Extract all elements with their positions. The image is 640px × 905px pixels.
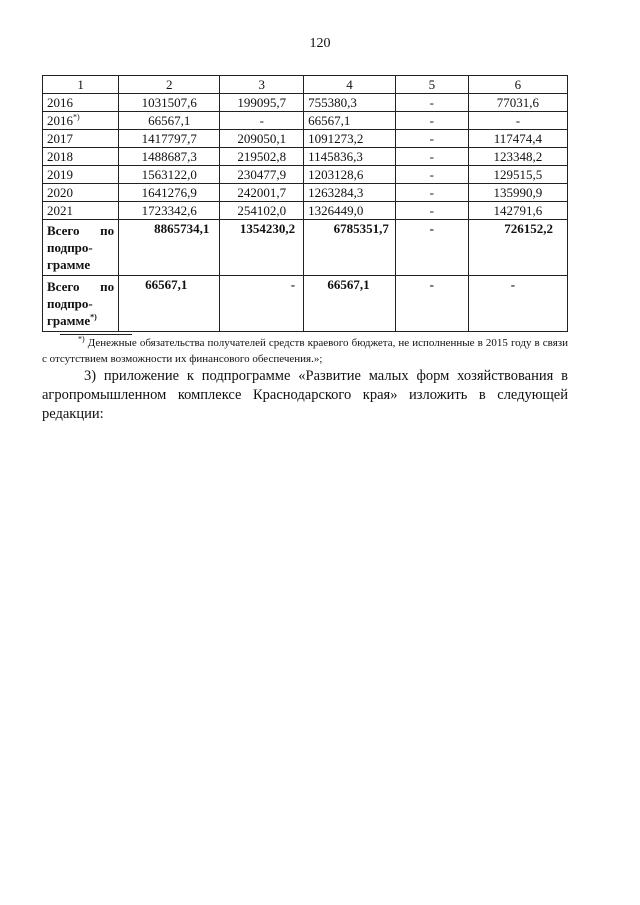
value-cell: 254102,0 — [220, 202, 304, 220]
value-cell: - — [468, 112, 567, 130]
value-cell: - — [395, 130, 468, 148]
page-number: 120 — [309, 36, 331, 51]
total-label: Всего по подпро- грамме — [43, 220, 119, 276]
value-cell: 209050,1 — [220, 130, 304, 148]
header-cell: 5 — [395, 76, 468, 94]
value-cell: - — [395, 166, 468, 184]
value-cell: 129515,5 — [468, 166, 567, 184]
body-paragraph — [42, 367, 568, 424]
year-cell: 2016*) — [43, 112, 119, 130]
header-cell: 1 — [43, 76, 119, 94]
table-row — [43, 166, 568, 184]
value-cell: 1326449,0 — [304, 202, 396, 220]
value-cell: 1723342,6 — [119, 202, 220, 220]
table-row — [43, 130, 568, 148]
value-cell: - — [220, 112, 304, 130]
value-cell: 1263284,3 — [304, 184, 396, 202]
value-cell: 142791,6 — [468, 202, 567, 220]
table-row — [43, 184, 568, 202]
value-cell: 242001,7 — [220, 184, 304, 202]
total-cell: - — [395, 220, 468, 276]
total-cell: 726152,2 — [468, 220, 567, 276]
value-cell: 1417797,7 — [119, 130, 220, 148]
footnote-text: Денежные обязательства получателей средств краевого бюджета, не исполненные в 2015 году в связи с отсутствием возможности их финансового обеспечения.»; — [42, 337, 568, 365]
year-cell: 2017 — [43, 130, 119, 148]
value-cell: 66567,1 — [119, 112, 220, 130]
table-row — [43, 94, 568, 112]
table-row — [43, 148, 568, 166]
total-row-footnoted — [43, 276, 568, 332]
total-cell: 6785351,7 — [304, 220, 396, 276]
year-cell: 2019 — [43, 166, 119, 184]
value-cell: 77031,6 — [468, 94, 567, 112]
value-cell: - — [395, 148, 468, 166]
value-cell: 1563122,0 — [119, 166, 220, 184]
total-cell: - — [395, 276, 468, 332]
value-cell: 117474,4 — [468, 130, 567, 148]
year-cell: 2020 — [43, 184, 119, 202]
value-cell: - — [395, 184, 468, 202]
value-cell: 66567,1 — [304, 112, 396, 130]
value-cell: - — [395, 202, 468, 220]
footnote-marker: *) — [78, 334, 85, 344]
total-label: Всего по подпро- грамме*) — [43, 276, 119, 332]
funding-table — [42, 75, 568, 332]
value-cell: 123348,2 — [468, 148, 567, 166]
value-cell: 1641276,9 — [119, 184, 220, 202]
value-cell: - — [395, 94, 468, 112]
table-row — [43, 112, 568, 130]
total-cell: 66567,1 — [119, 276, 220, 332]
value-cell: 230477,9 — [220, 166, 304, 184]
value-cell: 755380,3 — [304, 94, 396, 112]
total-cell: - — [220, 276, 304, 332]
year-cell: 2016 — [43, 94, 119, 112]
total-cell: - — [468, 276, 567, 332]
footnote — [42, 335, 568, 367]
table-row — [43, 202, 568, 220]
header-cell: 4 — [304, 76, 396, 94]
table-header-row — [43, 76, 568, 94]
total-row — [43, 220, 568, 276]
header-cell: 2 — [119, 76, 220, 94]
paragraph-text: 3) приложение к подпрограмме «Развитие малых форм хозяйствования в агропромышленном комплексе Краснодарского края» изложить в следующей редакции: — [42, 368, 568, 422]
value-cell: - — [395, 112, 468, 130]
total-cell: 1354230,2 — [220, 220, 304, 276]
value-cell: 1488687,3 — [119, 148, 220, 166]
value-cell: 1091273,2 — [304, 130, 396, 148]
year-cell: 2018 — [43, 148, 119, 166]
value-cell: 199095,7 — [220, 94, 304, 112]
value-cell: 1145836,3 — [304, 148, 396, 166]
total-cell: 66567,1 — [304, 276, 396, 332]
header-cell: 6 — [468, 76, 567, 94]
header-cell: 3 — [220, 76, 304, 94]
year-cell: 2021 — [43, 202, 119, 220]
value-cell: 1203128,6 — [304, 166, 396, 184]
value-cell: 1031507,6 — [119, 94, 220, 112]
value-cell: 219502,8 — [220, 148, 304, 166]
value-cell: 135990,9 — [468, 184, 567, 202]
total-cell: 8865734,1 — [119, 220, 220, 276]
